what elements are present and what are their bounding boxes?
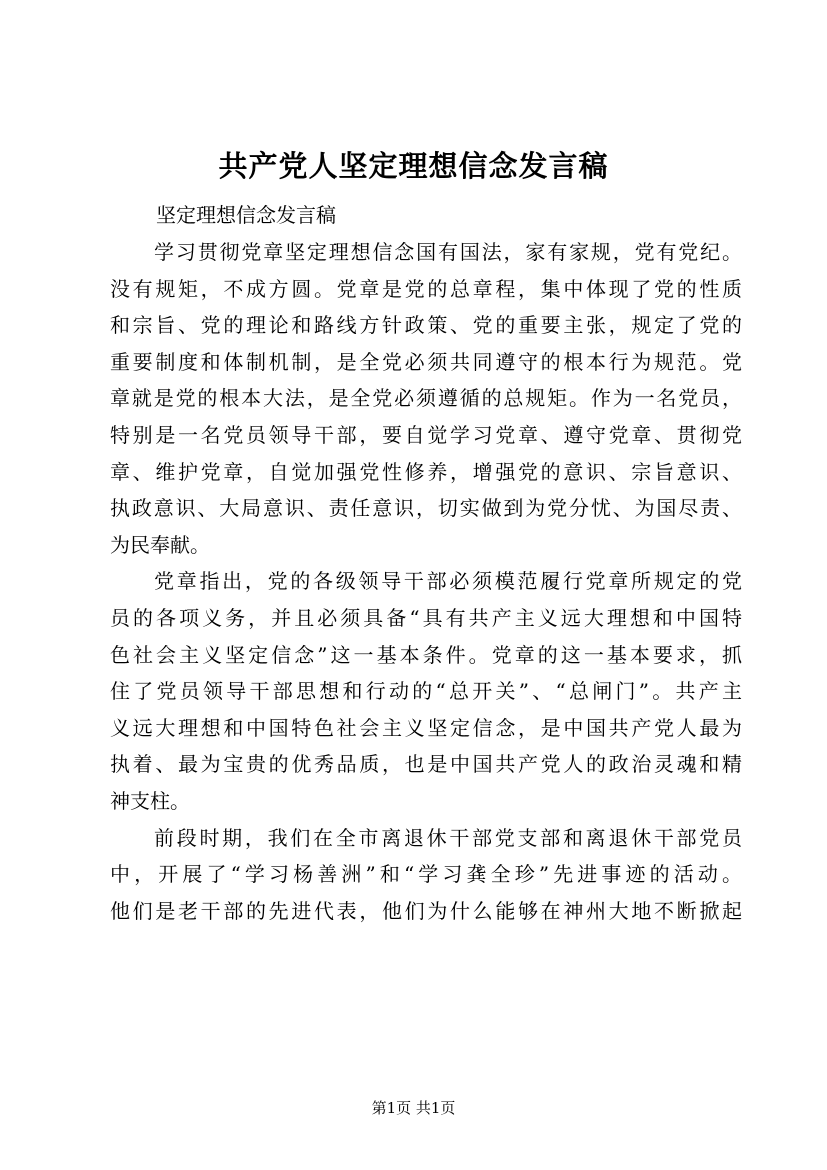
text-line: 中，开展了“学习杨善洲”和“学习龚全珍”先进事迹的活动。 — [110, 862, 742, 887]
text-line: 执着、最为宝贵的优秀品质，也是中国共产党人的政治灵魂和精 — [110, 752, 742, 777]
document-subtitle: 坚定理想信念发言稿 — [156, 203, 336, 227]
text-line: 神支柱。 — [110, 788, 190, 813]
text-line: 章就是党的根本大法，是全党必须遵循的总规矩。作为一名党员， — [110, 386, 742, 411]
document-body — [110, 234, 742, 929]
text-line: 和宗旨、党的理论和路线方针政策、党的重要主张，规定了党的 — [110, 313, 742, 338]
text-line: 执政意识、大局意识、责任意识，切实做到为党分忧、为国尽责、 — [110, 496, 742, 521]
paragraph-1 — [110, 234, 742, 563]
text-line: 他们是老干部的先进代表，他们为什么能够在神州大地不断掀起 — [110, 898, 742, 923]
paragraph-2 — [110, 563, 742, 819]
text-line: 章、维护党章，自觉加强党性修养，增强党的意识、宗旨意识、 — [110, 459, 742, 484]
text-line: 色社会主义坚定信念”这一基本条件。党章的这一基本要求，抓 — [110, 642, 742, 667]
text-line: 为民奉献。 — [110, 532, 210, 557]
text-line: 党章指出，党的各级领导干部必须模范履行党章所规定的党 — [154, 569, 742, 594]
document-title: 共产党人坚定理想信念发言稿 — [218, 149, 609, 183]
text-line: 前段时期，我们在全市离退休干部党支部和离退休干部党员 — [154, 825, 742, 850]
text-line: 重要制度和体制机制，是全党必须共同遵守的根本行为规范。党 — [110, 349, 742, 374]
text-line: 住了党员领导干部思想和行动的“总开关”、“总闸门”。共产主 — [110, 679, 742, 704]
paragraph-3 — [110, 820, 742, 930]
page-number-footer: 第1页 共1页 — [371, 1099, 456, 1117]
text-line: 义远大理想和中国特色社会主义坚定信念，是中国共产党人最为 — [110, 715, 742, 740]
text-line: 员的各项义务，并且必须具备“具有共产主义远大理想和中国特 — [110, 605, 742, 630]
text-line: 没有规矩，不成方圆。党章是党的总章程，集中体现了党的性质 — [110, 276, 742, 301]
text-line: 特别是一名党员领导干部，要自觉学习党章、遵守党章、贯彻党 — [110, 422, 742, 447]
text-line: 学习贯彻党章坚定理想信念国有国法，家有家规，党有党纪。 — [154, 240, 742, 264]
